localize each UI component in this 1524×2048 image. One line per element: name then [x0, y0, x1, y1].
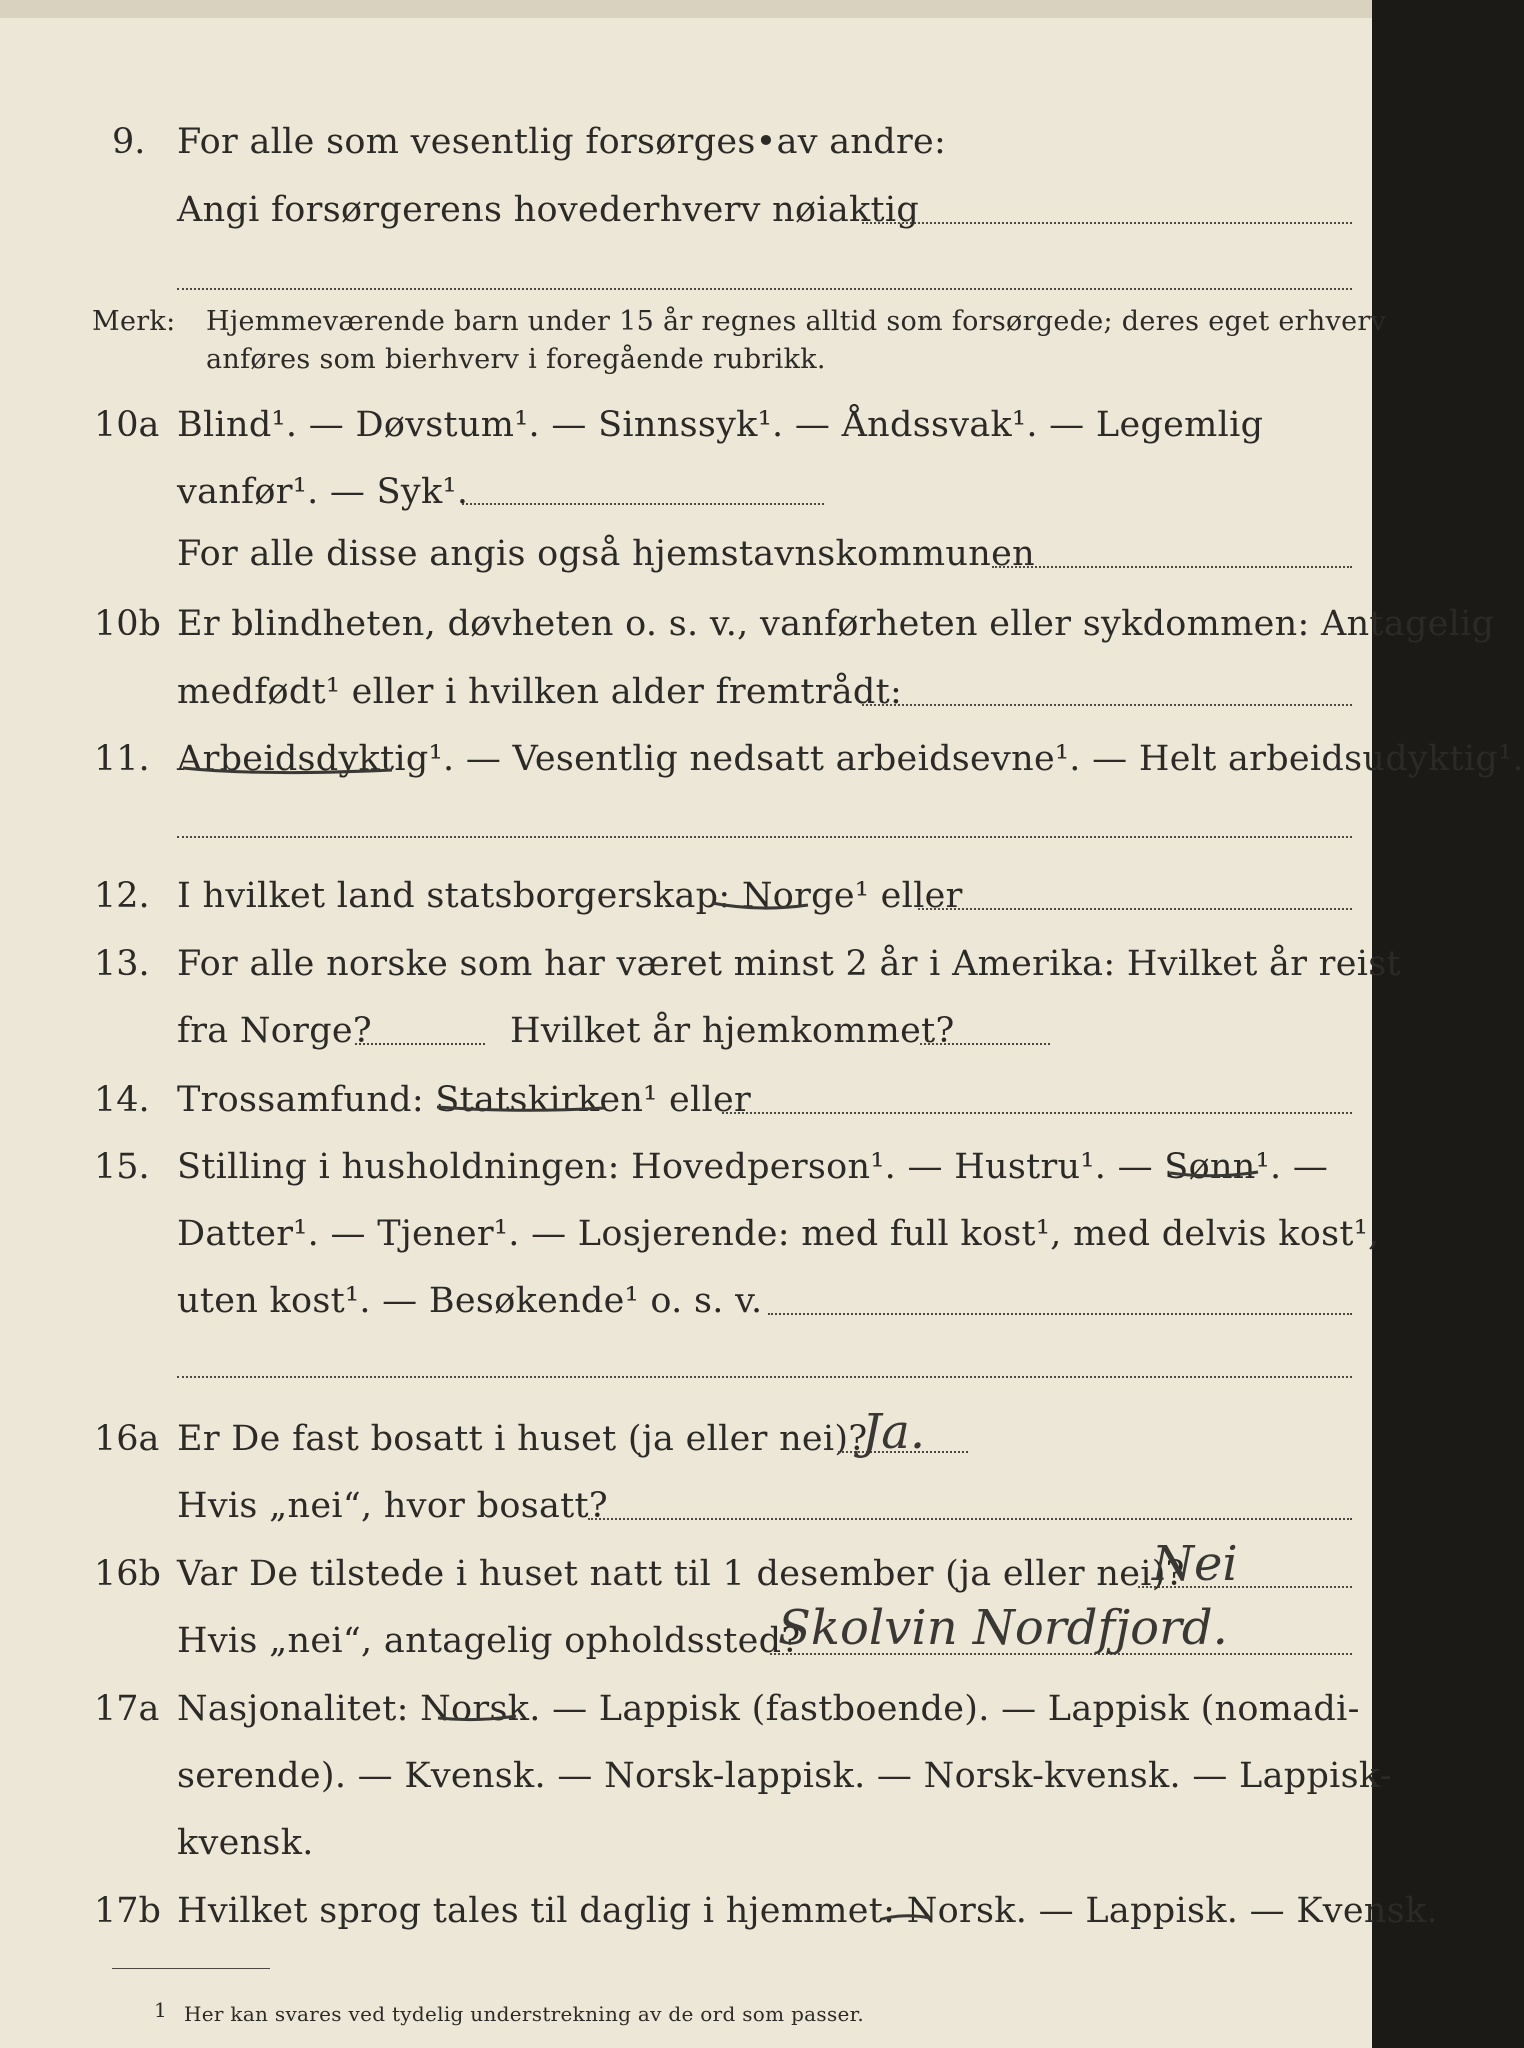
q17a-line2: serende). — Kvensk. — Norsk-lappisk. — Norsk-kvensk. — Lappisk- — [177, 1756, 1392, 1796]
merk-line2: anføres som bierhverv i foregående rubrikk. — [206, 344, 826, 375]
underline-arbeidsdyktig — [183, 768, 392, 773]
q16a-number: 16a — [94, 1419, 160, 1459]
q10b-number: 10b — [94, 604, 161, 644]
q9-number: 9. — [112, 122, 146, 162]
q10a-number: 10a — [94, 405, 160, 445]
q17a-line1: Nasjonalitet: Norsk. — Lappisk (fastboende). — Lappisk (nomadi- — [177, 1689, 1360, 1729]
q11-line1: Arbeidsdyktig¹. — Vesentlig nedsatt arbeidsevne¹. — Helt arbeidsudyktig¹. — [177, 739, 1524, 779]
underline-sonn — [1170, 1172, 1258, 1176]
underline-norge — [712, 903, 808, 908]
q9-line2: Angi forsørgerens hovederhverv nøiaktig — [177, 190, 920, 230]
q15-line1: Stilling i husholdningen: Hovedperson¹. — Hustru¹. — Sønn¹. — — [177, 1147, 1329, 1187]
underline-statskirken — [437, 1107, 604, 1110]
q16b-line2: Hvis „nei“, antagelig opholdssted? — [177, 1621, 801, 1661]
q16b-handwritten-place: Skolvin Nordfjord. — [778, 1600, 1228, 1656]
q11-number: 11. — [94, 739, 150, 779]
q17b-line1: Hvilket sprog tales til daglig i hjemmet: Norsk. — Lappisk. — Kvensk. — [177, 1891, 1438, 1931]
q15-line3: uten kost¹. — Besøkende¹ o. s. v. — [177, 1281, 763, 1321]
underline-norsk-sprog — [882, 1916, 930, 1919]
q13-number: 13. — [94, 944, 150, 984]
footnote-text: Her kan svares ved tydelig understrekning av de ord som passer. — [184, 2002, 864, 2026]
q17a-number: 17a — [94, 1689, 160, 1729]
q15-number: 15. — [94, 1147, 150, 1187]
q16a-handwritten-answer: Ja. — [862, 1404, 926, 1460]
merk-label: Merk: — [92, 306, 176, 337]
q12-number: 12. — [94, 876, 150, 916]
q9-line1: For alle som vesentlig forsørges•av andre: — [177, 122, 947, 162]
q14-number: 14. — [94, 1080, 150, 1120]
q16a-line1: Er De fast bosatt i huset (ja eller nei)? — [177, 1419, 868, 1459]
q10a-line1: Blind¹. — Døvstum¹. — Sinnssyk¹. — Åndssvak¹. — Legemlig — [177, 405, 1264, 445]
q10a-line2: vanfør¹. — Syk¹. — [177, 472, 469, 512]
q16b-handwritten-answer: Nei — [1152, 1536, 1238, 1592]
q16b-number: 16b — [94, 1554, 161, 1594]
q16a-line2: Hvis „nei“, hvor bosatt? — [177, 1486, 608, 1526]
q17b-number: 17b — [94, 1891, 161, 1931]
q10b-line2: medfødt¹ eller i hvilken alder fremtrådt: — [177, 672, 903, 712]
q14-line1: Trossamfund: Statskirken¹ eller — [177, 1080, 752, 1120]
q10a-line3: For alle disse angis også hjemstavnskommunen — [177, 534, 1035, 574]
underline-norsk-nasjonalitet — [438, 1716, 516, 1720]
footnote-mark: 1 — [154, 1998, 168, 2022]
q13-line2a: fra Norge? — [177, 1011, 372, 1051]
q16b-line1: Var De tilstede i huset natt til 1 desember (ja eller nei)? — [177, 1554, 1185, 1594]
merk-line1: Hjemmeværende barn under 15 år regnes alltid som forsørgede; deres eget erhverv — [206, 306, 1387, 337]
q10b-line1: Er blindheten, døvheten o. s. v., vanførheten eller sykdommen: Antagelig — [177, 604, 1495, 644]
q12-line1: I hvilket land statsborgerskap: Norge¹ eller — [177, 876, 963, 916]
q13-line1: For alle norske som har været minst 2 år i Amerika: Hvilket år reist — [177, 944, 1401, 984]
q13-line2b: Hvilket år hjemkommet? — [510, 1011, 955, 1051]
q17a-line3: kvensk. — [177, 1823, 314, 1863]
q15-line2: Datter¹. — Tjener¹. — Losjerende: med full kost¹, med delvis kost¹, — [177, 1214, 1380, 1254]
